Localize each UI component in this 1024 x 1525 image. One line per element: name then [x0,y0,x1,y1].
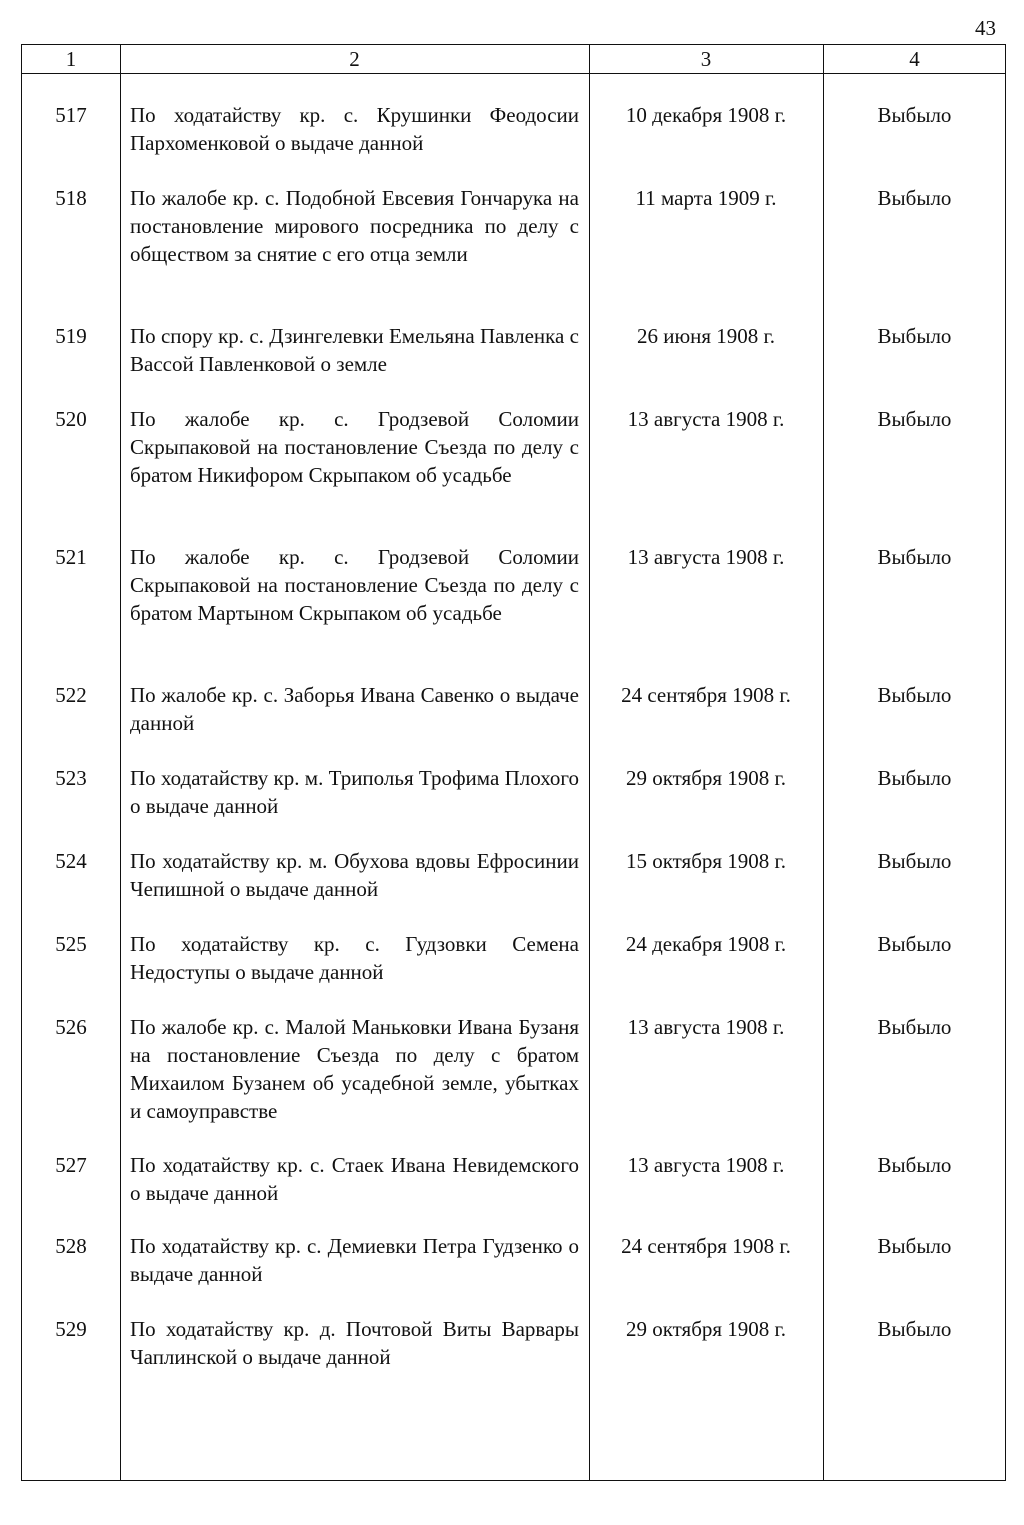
case-date: 13 августа 1908 г. [627,1015,785,1039]
case-number: 527 [55,1153,87,1177]
case-number: 518 [55,186,87,210]
case-date: 26 июня 1908 г. [636,324,776,348]
case-description: По ходатайству кр. м. Триполья Трофима Плохого о выдаче данной [130,766,579,818]
case-status: Выбыло [877,849,952,873]
column-header-1: 1 [65,47,77,71]
case-description: По ходатайству кр. с. Крушинки Феодосии Пархоменковой о выдаче данной [130,103,579,155]
case-status: Выбыло [877,1317,952,1341]
page-number: 43 [975,16,996,40]
case-date: 13 августа 1908 г. [627,407,785,431]
case-date: 24 сентября 1908 г. [621,683,791,707]
case-number: 524 [55,849,87,873]
case-description: По жалобе кр. с. Малой Маньковки Ивана Бузаня на постановление Съезда по делу с братом Михаилом Бузанем об усадебной земле, убытках и самоуправстве [130,1015,579,1123]
case-description: По ходатайству кр. с. Гудзовки Семена Недоступы о выдаче данной [130,932,579,984]
case-description: По ходатайству кр. д. Почтовой Виты Варвары Чаплинской о выдаче данной [130,1317,579,1369]
case-number: 528 [55,1234,87,1258]
case-date: 13 августа 1908 г. [627,1153,785,1177]
case-description: По жалобе кр. с. Гродзевой Соломии Скрыпаковой на постановление Съезда по делу с братом Мартыном Скрыпаком об усадьбе [130,545,579,625]
case-status: Выбыло [877,932,952,956]
case-status: Выбыло [877,683,952,707]
case-date: 24 декабря 1908 г. [625,932,787,956]
case-number: 519 [55,324,87,348]
column-divider [120,45,121,1480]
column-header-4: 4 [909,47,920,71]
case-number: 525 [55,932,87,956]
case-description: По спору кр. с. Дзингелевки Емельяна Павленка с Вассой Павленковой о земле [130,324,579,376]
case-number: 521 [55,545,87,569]
case-description: По ходатайству кр. м. Обухова вдовы Ефросинии Чепишной о выдаче данной [130,849,579,901]
case-date: 13 августа 1908 г. [627,545,785,569]
case-description: По жалобе кр. с. Подобной Евсевия Гончарука на постановление мирового посредника по делу с обществом за снятие с его отца земли [130,186,579,266]
case-date: 29 октября 1908 г. [625,766,787,790]
column-divider [589,45,590,1480]
case-date: 11 марта 1909 г. [635,186,777,210]
case-description: По жалобе кр. с. Заборья Ивана Савенко о выдаче данной [130,683,579,735]
case-number: 517 [55,103,87,127]
case-description: По жалобе кр. с. Гродзевой Соломии Скрыпаковой на постановление Съезда по делу с братом Никифором Скрыпаком об усадьбе [130,407,579,487]
column-header-3: 3 [700,47,712,71]
case-status: Выбыло [877,766,952,790]
case-status: Выбыло [877,1015,952,1039]
case-description: По ходатайству кр. с. Демиевки Петра Гудзенко о выдаче данной [130,1234,579,1286]
case-number: 526 [55,1015,87,1039]
case-date: 10 декабря 1908 г. [625,103,787,127]
case-date: 29 октября 1908 г. [625,1317,787,1341]
case-number: 522 [55,683,87,707]
case-date: 24 сентября 1908 г. [621,1234,791,1258]
case-status: Выбыло [877,1234,952,1258]
register-table [21,44,1006,1481]
column-header-2: 2 [349,47,360,71]
case-number: 529 [55,1317,87,1341]
case-number: 520 [55,407,87,431]
case-date: 15 октября 1908 г. [625,849,787,873]
case-number: 523 [55,766,87,790]
case-status: Выбыло [877,1153,952,1177]
case-status: Выбыло [877,186,952,210]
case-description: По ходатайству кр. с. Стаек Ивана Невидемского о выдаче данной [130,1153,579,1205]
case-status: Выбыло [877,545,952,569]
case-status: Выбыло [877,407,952,431]
case-status: Выбыло [877,324,952,348]
case-status: Выбыло [877,103,952,127]
column-divider [823,45,824,1480]
